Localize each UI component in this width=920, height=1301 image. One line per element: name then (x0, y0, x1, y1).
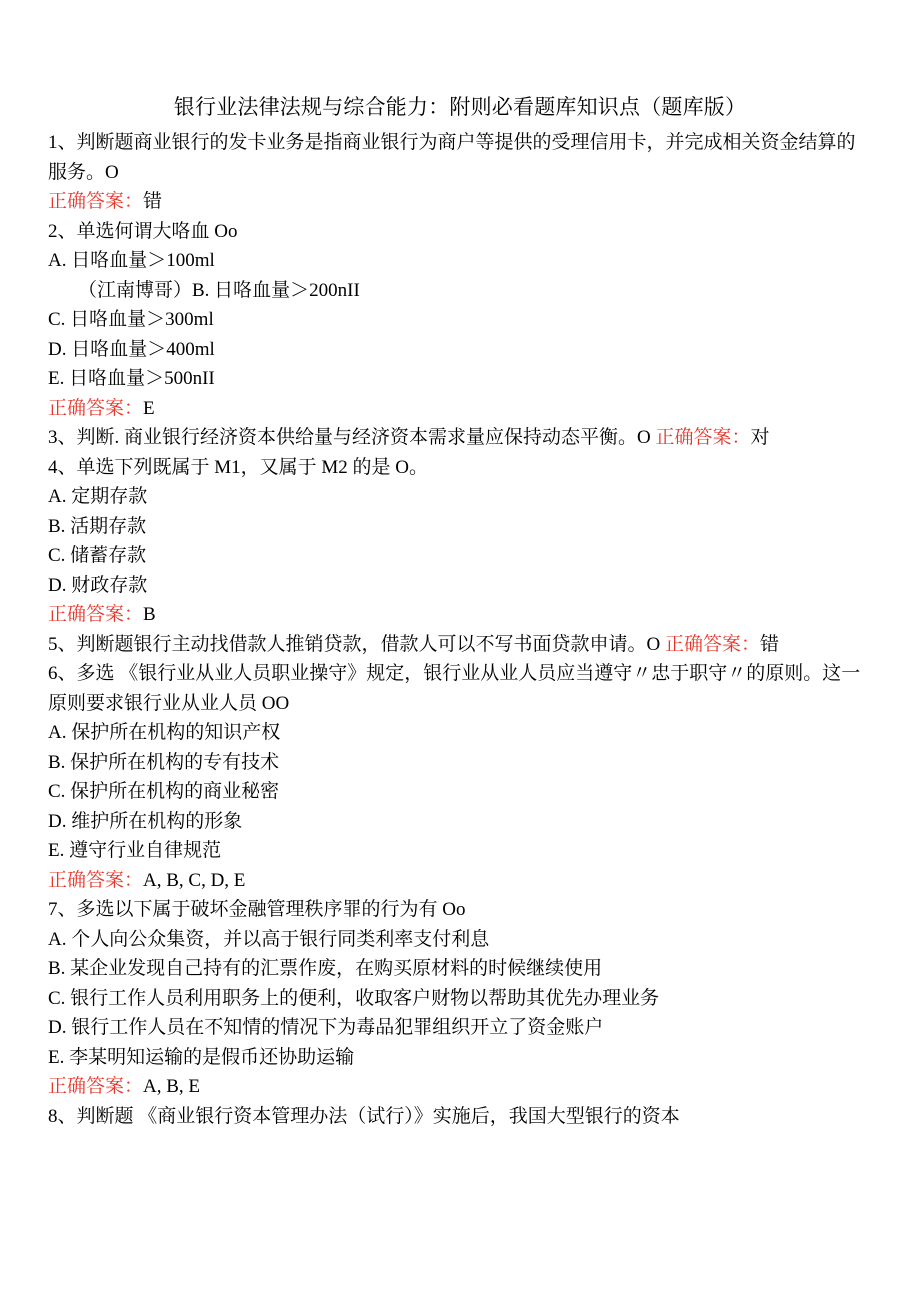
option-item: B. 活期存款 (48, 515, 147, 537)
option-item: A. 保护所在机构的知识产权 (48, 722, 281, 743)
question-block (48, 453, 872, 630)
answer-label: 正确答案： (48, 397, 144, 419)
answer-value: B (143, 604, 156, 625)
question-text: 3、判断. 商业银行经济资本供给量与经济资本需求量应保持动态平衡。O (48, 427, 656, 448)
option-item: D. 财政存款 (48, 574, 148, 596)
question-block (48, 895, 872, 1102)
option-item: C. 储蓄存款 (48, 545, 147, 566)
question-block (48, 217, 872, 424)
answer-value: A, B, C, D, E (143, 869, 246, 891)
answer-label: 正确答案： (48, 191, 144, 212)
page-title: 银行业法律法规与综合能力：附则必看题库知识点（题库版） (173, 95, 747, 119)
option-item: C. 日咯血量＞300ml (48, 309, 214, 330)
answer-line (48, 600, 872, 630)
option-item: E. 遵守行业自律规范 (48, 840, 222, 861)
option-item: C. 保护所在机构的商业秘密 (48, 781, 280, 802)
answer-line (48, 1072, 872, 1102)
answer-label: 正确答案： (48, 1076, 144, 1097)
option-item: B. 某企业发现自己持有的汇票作废，在购买原材料的时候继续使用 (48, 958, 603, 979)
question-stem: 6、多选 《银行业从业人员职业操守》规定，银行业从业人员应当遵守〃忠于职守〃的原则。这一原则要求银行业从业人员 OO (48, 663, 861, 714)
answer-value: 对 (750, 427, 770, 448)
answer-line (48, 394, 872, 424)
option-item: E. 日咯血量＞500nII (48, 368, 215, 389)
option-item: D. 维护所在机构的形象 (48, 810, 243, 832)
question-stem (48, 630, 872, 660)
question-text: 5、判断题银行主动找借款人推销贷款，借款人可以不写书面贷款申请。O (48, 633, 665, 655)
option-item: A. 日咯血量＞100ml (48, 250, 215, 271)
option-item: A. 定期存款 (48, 486, 148, 507)
answer-value: A, B, E (143, 1076, 201, 1097)
question-stem: 7、多选以下属于破坏金融管理秩序罪的行为有 Oo (48, 899, 466, 920)
answer-line (48, 187, 872, 217)
question-block (48, 1102, 872, 1132)
question-stem: 8、判断题 《商业银行资本管理办法（试行）》实施后，我国大型银行的资本 (48, 1105, 680, 1127)
option-item: （江南博哥）B. 日咯血量＞200nII (78, 279, 360, 301)
question-stem: 2、单选何谓大咯血 Oo (48, 220, 238, 242)
question-block (48, 659, 872, 895)
answer-value: 错 (143, 191, 163, 212)
option-item: D. 银行工作人员在不知情的情况下为毒品犯罪组织开立了资金账户 (48, 1017, 604, 1038)
option-item: D. 日咯血量＞400ml (48, 338, 215, 360)
answer-label: 正确答案： (664, 633, 760, 655)
option-item: B. 保护所在机构的专有技术 (48, 751, 280, 773)
answer-label: 正确答案： (48, 869, 144, 891)
answer-label: 正确答案： (655, 427, 751, 448)
answer-value: 错 (760, 633, 780, 655)
question-block (48, 423, 872, 453)
option-item: C. 银行工作人员利用职务上的便利，收取客户财物以帮助其优先办理业务 (48, 987, 660, 1009)
answer-line (48, 866, 872, 896)
option-item: E. 李某明知运输的是假币还协助运输 (48, 1046, 355, 1068)
question-stem: 4、单选下列既属于 M1，又属于 M2 的是 O。 (48, 456, 429, 478)
option-item: A. 个人向公众集资，并以高于银行同类利率支付利息 (48, 928, 490, 950)
question-stem (48, 423, 872, 453)
question-block (48, 630, 872, 660)
question-block (48, 128, 872, 217)
question-stem: 1、判断题商业银行的发卡业务是指商业银行为商户等提供的受理信用卡，并完成相关资金结算的服务。O (48, 132, 856, 183)
answer-value: E (143, 397, 155, 419)
answer-label: 正确答案： (48, 604, 144, 625)
